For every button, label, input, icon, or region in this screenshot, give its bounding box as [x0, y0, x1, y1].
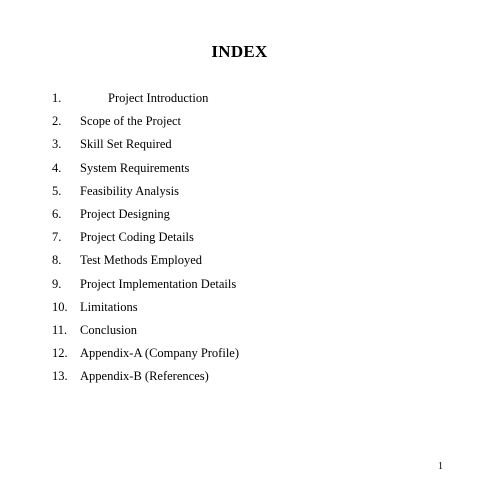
toc-entry-label: Conclusion — [80, 322, 137, 337]
toc-entry — [52, 322, 239, 345]
toc-entry-label: Project Designing — [80, 206, 170, 221]
toc-entry-label: Project Coding Details — [80, 230, 194, 245]
toc-entry-label: Limitations — [80, 299, 138, 314]
page-number: 1 — [438, 461, 443, 472]
toc-entry-label: Feasibility Analysis — [80, 183, 179, 198]
toc-entry-number: 5. — [52, 183, 62, 198]
toc-entry-number: 13. — [52, 369, 68, 384]
toc-entry — [52, 136, 239, 159]
toc-entry — [52, 229, 239, 252]
toc-entry-label: Scope of the Project — [80, 114, 182, 129]
toc-entry-label: Project Introduction — [108, 91, 209, 105]
toc-entry — [52, 160, 239, 183]
toc-entry-number: 7. — [52, 230, 62, 245]
toc-entry — [52, 276, 239, 299]
toc-entry-number: 3. — [52, 137, 62, 152]
toc-entry — [52, 206, 239, 229]
toc-entry-number: 11. — [52, 322, 68, 337]
toc-entry — [52, 252, 239, 275]
toc-entry-number: 6. — [52, 206, 62, 221]
toc-entry-label: System Requirements — [80, 160, 190, 175]
toc-entry — [52, 113, 239, 136]
toc-entry-label: Appendix-A (Company Profile) — [80, 346, 240, 361]
toc-entry — [52, 299, 239, 322]
toc-entry-number: 10. — [52, 299, 68, 314]
toc-entry — [52, 90, 239, 113]
toc-entry — [52, 345, 239, 368]
toc-entry-number: 1. — [52, 91, 62, 105]
toc-entry-number: 12. — [52, 346, 68, 361]
toc-entry — [52, 368, 239, 391]
toc-entry-number: 8. — [52, 253, 62, 268]
page-title: INDEX — [211, 42, 268, 61]
toc-entry-number: 4. — [52, 160, 62, 175]
toc-entry — [52, 183, 239, 206]
toc-entry-label: Project Implementation Details — [80, 276, 237, 291]
toc-entry-label: Appendix-B (References) — [80, 369, 209, 384]
toc-entry-label: Test Methods Employed — [80, 253, 203, 268]
table-of-contents — [52, 90, 239, 391]
toc-entry-label: Skill Set Required — [80, 137, 172, 152]
toc-entry-number: 2. — [52, 114, 62, 129]
toc-entry-number: 9. — [52, 276, 62, 291]
